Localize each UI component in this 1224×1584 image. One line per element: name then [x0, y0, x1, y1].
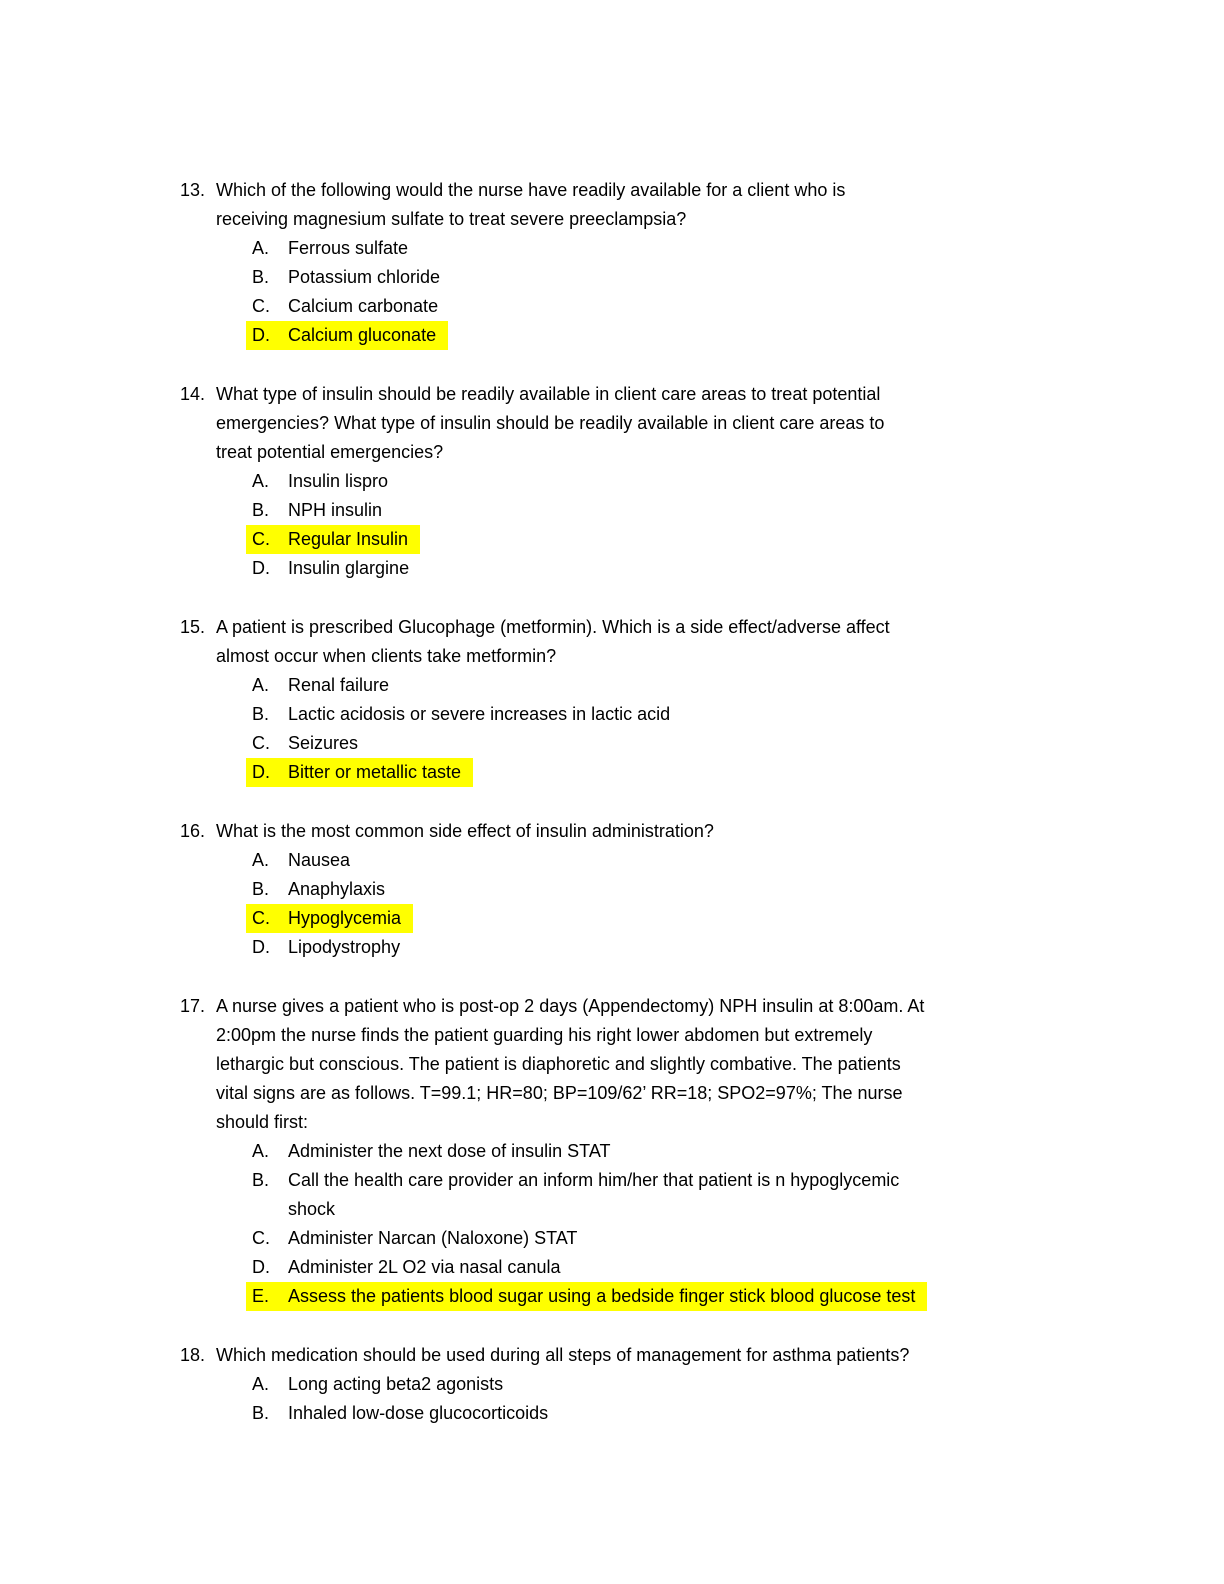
option-text-line: Bitter or metallic taste [288, 762, 462, 782]
question-number: 16. [180, 821, 206, 841]
answer-option [252, 933, 1084, 962]
question-stem-line: A nurse gives a patient who is post-op 2 days (Appendectomy) NPH insulin at 8:00am. At [216, 996, 925, 1016]
question-body [216, 817, 1084, 962]
option-letter: A. [252, 1141, 270, 1161]
option-letter: C. [252, 733, 270, 753]
option-letter: E. [252, 1286, 270, 1306]
option-text [288, 846, 1084, 875]
answer-option-row [252, 554, 1084, 583]
answer-option [252, 1253, 1084, 1282]
answer-option-row [252, 263, 1084, 292]
answer-option [252, 467, 1084, 496]
question-number: 15. [180, 617, 206, 637]
option-text-line: Inhaled low-dose glucocorticoids [288, 1403, 549, 1423]
question-number: 17. [180, 996, 206, 1016]
answer-option-row [252, 1137, 1084, 1166]
option-letter: D. [252, 325, 270, 345]
answer-option-row [252, 846, 1084, 875]
option-text-line: Anaphylaxis [288, 879, 386, 899]
option-text-line: Call the health care provider an inform him/her that patient is n hypoglycemic [288, 1170, 900, 1190]
question-stem-line: emergencies? What type of insulin should be readily available in client care areas to [216, 413, 885, 433]
option-text [288, 467, 1084, 496]
answer-option [252, 496, 1084, 525]
question-body [216, 613, 1084, 787]
answer-option-row [252, 292, 1084, 321]
option-text-line: Calcium carbonate [288, 296, 439, 316]
option-text [288, 904, 401, 933]
option-text-line: Renal failure [288, 675, 390, 695]
option-text [288, 1137, 1084, 1166]
option-letter: D. [252, 1257, 270, 1277]
option-text [288, 292, 1084, 321]
option-text-line: Administer Narcan (Naloxone) STAT [288, 1228, 578, 1248]
option-text [288, 671, 1084, 700]
question-body [216, 1341, 1084, 1428]
answer-option [252, 263, 1084, 292]
option-text [288, 496, 1084, 525]
option-letter: C. [252, 529, 270, 549]
answer-option [252, 1166, 1084, 1224]
question-number: 14. [180, 384, 206, 404]
answer-option [252, 671, 1084, 700]
option-text [288, 933, 1084, 962]
answer-option [252, 700, 1084, 729]
question-block [180, 1341, 1084, 1428]
option-text [288, 729, 1084, 758]
answer-option-row [252, 875, 1084, 904]
answer-option-highlighted [246, 904, 413, 933]
option-text-line: NPH insulin [288, 500, 383, 520]
question-stem-line: lethargic but conscious. The patient is diaphoretic and slightly combative. The patients [216, 1054, 901, 1074]
option-text [288, 1282, 915, 1311]
answer-option-row [252, 467, 1084, 496]
question-stem-line: vital signs are as follows. T=99.1; HR=80; BP=109/62’ RR=18; SPO2=97%; The nurse [216, 1083, 903, 1103]
question-stem-line: almost occur when clients take metformin? [216, 646, 557, 666]
option-text [288, 1253, 1084, 1282]
question-body [216, 380, 1084, 583]
option-text-line: shock [288, 1199, 336, 1219]
option-letter: A. [252, 850, 270, 870]
question-number: 13. [180, 180, 206, 200]
answer-option [252, 1224, 1084, 1253]
option-text-line: Insulin lispro [288, 471, 389, 491]
option-letter: A. [252, 1374, 270, 1394]
answer-option-row [252, 234, 1084, 263]
option-text-line: Assess the patients blood sugar using a bedside finger stick blood glucose test [288, 1286, 916, 1306]
question-stem-line: What is the most common side effect of insulin administration? [216, 821, 714, 841]
option-letter: A. [252, 675, 270, 695]
answer-option-row [252, 933, 1084, 962]
option-text [288, 263, 1084, 292]
answer-option [252, 234, 1084, 263]
question-stem-line: treat potential emergencies? [216, 442, 444, 462]
option-text-line: Lipodystrophy [288, 937, 401, 957]
option-letter: B. [252, 1403, 270, 1423]
question-block [180, 380, 1084, 583]
answer-option [252, 321, 1084, 350]
question-block [180, 613, 1084, 787]
question-body [216, 176, 1084, 350]
answer-option [252, 525, 1084, 554]
question-list [180, 176, 1084, 1428]
answer-option [252, 846, 1084, 875]
answer-option [252, 875, 1084, 904]
question-stem-line: What type of insulin should be readily available in client care areas to treat potential [216, 384, 881, 404]
question-body [216, 992, 1084, 1311]
question-stem-line: 2:00pm the nurse finds the patient guarding his right lower abdomen but extremely [216, 1025, 873, 1045]
option-text [288, 234, 1084, 263]
answer-option-row [252, 700, 1084, 729]
option-letter: B. [252, 500, 270, 520]
option-letter: B. [252, 267, 270, 287]
answer-option [252, 554, 1084, 583]
option-text-line: Ferrous sulfate [288, 238, 409, 258]
option-text-line: Potassium chloride [288, 267, 441, 287]
option-text-line: Regular Insulin [288, 529, 409, 549]
question-stem-line: Which of the following would the nurse have readily available for a client who is [216, 180, 846, 200]
option-text [288, 554, 1084, 583]
option-letter: C. [252, 1228, 270, 1248]
option-letter: D. [252, 558, 270, 578]
option-text-line: Administer the next dose of insulin STAT [288, 1141, 611, 1161]
option-text [288, 1370, 1084, 1399]
option-letter: B. [252, 704, 270, 724]
option-text-line: Seizures [288, 733, 359, 753]
answer-option [252, 729, 1084, 758]
answer-option-row [252, 1253, 1084, 1282]
option-letter: D. [252, 762, 270, 782]
question-block [180, 176, 1084, 350]
option-letter: C. [252, 908, 270, 928]
question-block [180, 992, 1084, 1311]
question-block [180, 817, 1084, 962]
answer-option-row [252, 1399, 1084, 1428]
option-text-line: Insulin glargine [288, 558, 410, 578]
answer-option-row [252, 671, 1084, 700]
answer-option [252, 1370, 1084, 1399]
option-letter: D. [252, 937, 270, 957]
option-text [288, 1224, 1084, 1253]
option-letter: B. [252, 1170, 270, 1190]
option-text [288, 321, 436, 350]
option-text-line: Hypoglycemia [288, 908, 402, 928]
answer-option [252, 758, 1084, 787]
option-text-line: Calcium gluconate [288, 325, 437, 345]
option-text [288, 1166, 1084, 1224]
answer-option [252, 904, 1084, 933]
question-number: 18. [180, 1345, 206, 1365]
option-text [288, 758, 461, 787]
answer-option-row [252, 1166, 1084, 1224]
option-text [288, 875, 1084, 904]
option-text-line: Lactic acidosis or severe increases in lactic acid [288, 704, 671, 724]
answer-option-row [252, 1224, 1084, 1253]
option-text [288, 1399, 1084, 1428]
option-text-line: Long acting beta2 agonists [288, 1374, 504, 1394]
answer-option-highlighted [246, 321, 448, 350]
option-text-line: Administer 2L O2 via nasal canula [288, 1257, 561, 1277]
question-stem-line: receiving magnesium sulfate to treat severe preeclampsia? [216, 209, 687, 229]
answer-option [252, 292, 1084, 321]
question-stem-line: should first: [216, 1112, 309, 1132]
option-letter: B. [252, 879, 270, 899]
answer-option-row [252, 729, 1084, 758]
answer-option-highlighted [246, 758, 473, 787]
option-letter: C. [252, 296, 270, 316]
answer-option [252, 1399, 1084, 1428]
answer-option-highlighted [246, 525, 420, 554]
question-stem-line: Which medication should be used during all steps of management for asthma patients? [216, 1345, 910, 1365]
answer-option-row [252, 1370, 1084, 1399]
answer-option [252, 1282, 1084, 1311]
answer-option [252, 1137, 1084, 1166]
option-text [288, 525, 408, 554]
option-letter: A. [252, 238, 270, 258]
answer-option-row [252, 496, 1084, 525]
option-letter: A. [252, 471, 270, 491]
question-stem-line: A patient is prescribed Glucophage (metformin). Which is a side effect/adverse affect [216, 617, 890, 637]
answer-option-highlighted [246, 1282, 927, 1311]
option-text [288, 700, 1084, 729]
option-text-line: Nausea [288, 850, 351, 870]
